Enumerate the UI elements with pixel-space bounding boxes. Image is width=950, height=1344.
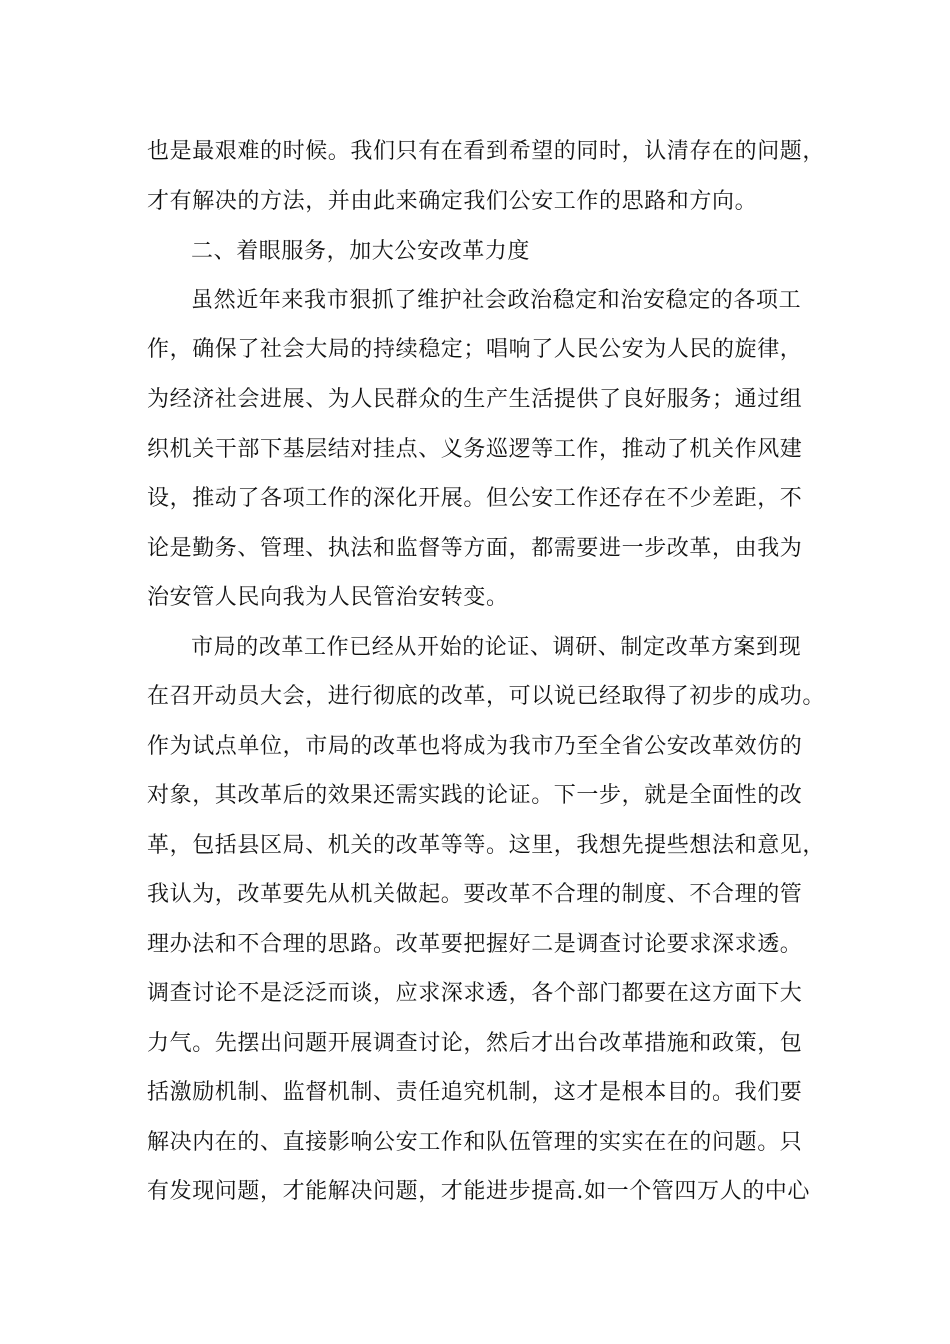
text-line: 也是最艰难的时候。我们只有在看到希望的同时，认清存在的问题， bbox=[147, 139, 826, 164]
text-line: 织机关干部下基层结对挂点、义务巡逻等工作，推动了机关作风建 bbox=[147, 437, 803, 462]
text-line: 括激励机制、监督机制、责任追究机制，这才是根本目的。我们要 bbox=[147, 1080, 803, 1105]
text-line: 对象，其改革后的效果还需实践的论证。下一步，就是全面性的改 bbox=[147, 783, 803, 808]
text-line: 作为试点单位，市局的改革也将成为我市乃至全省公安改革效仿的 bbox=[147, 734, 803, 759]
text-line: 市局的改革工作已经从开始的论证、调研、制定改革方案到现 bbox=[191, 635, 802, 660]
text-line: 设，推动了各项工作的深化开展。但公安工作还存在不少差距，不 bbox=[147, 486, 803, 511]
section-heading: 二、着眼服务，加大公安改革力度 bbox=[191, 239, 531, 264]
text-line: 才有解决的方法，并由此来确定我们公安工作的思路和方向。 bbox=[147, 189, 758, 214]
text-line: 理办法和不合理的思路。改革要把握好二是调查讨论要求深求透。 bbox=[147, 932, 803, 957]
text-line: 在召开动员大会，进行彻底的改革，可以说已经取得了初步的成功。 bbox=[147, 684, 826, 709]
text-line: 革，包括县区局、机关的改革等等。这里，我想先提些想法和意见， bbox=[147, 833, 826, 858]
text-line: 力气。先摆出问题开展调查讨论，然后才出台改革措施和政策，包 bbox=[147, 1031, 803, 1056]
text-line: 作，确保了社会大局的持续稳定；唱响了人民公安为人民的旋律， bbox=[147, 337, 803, 362]
text-line: 治安管人民向我为人民管治安转变。 bbox=[147, 585, 509, 610]
text-line: 我认为，改革要先从机关做起。要改革不合理的制度、不合理的管 bbox=[147, 882, 803, 907]
text-line: 有发现问题，才能解决问题，才能进步提高.如一个管四万人的中心 bbox=[147, 1179, 810, 1204]
text-line: 解决内在的、直接影响公安工作和队伍管理的实实在在的问题。只 bbox=[147, 1130, 803, 1155]
text-line: 论是勤务、管理、执法和监督等方面，都需要进一步改革，由我为 bbox=[147, 536, 803, 561]
text-line: 调查讨论不是泛泛而谈，应求深求透，各个部门都要在这方面下大 bbox=[147, 981, 803, 1006]
text-line: 为经济社会进展、为人民群众的生产生活提供了良好服务；通过组 bbox=[147, 387, 803, 412]
text-line: 虽然近年来我市狠抓了维护社会政治稳定和治安稳定的各项工 bbox=[191, 288, 802, 313]
